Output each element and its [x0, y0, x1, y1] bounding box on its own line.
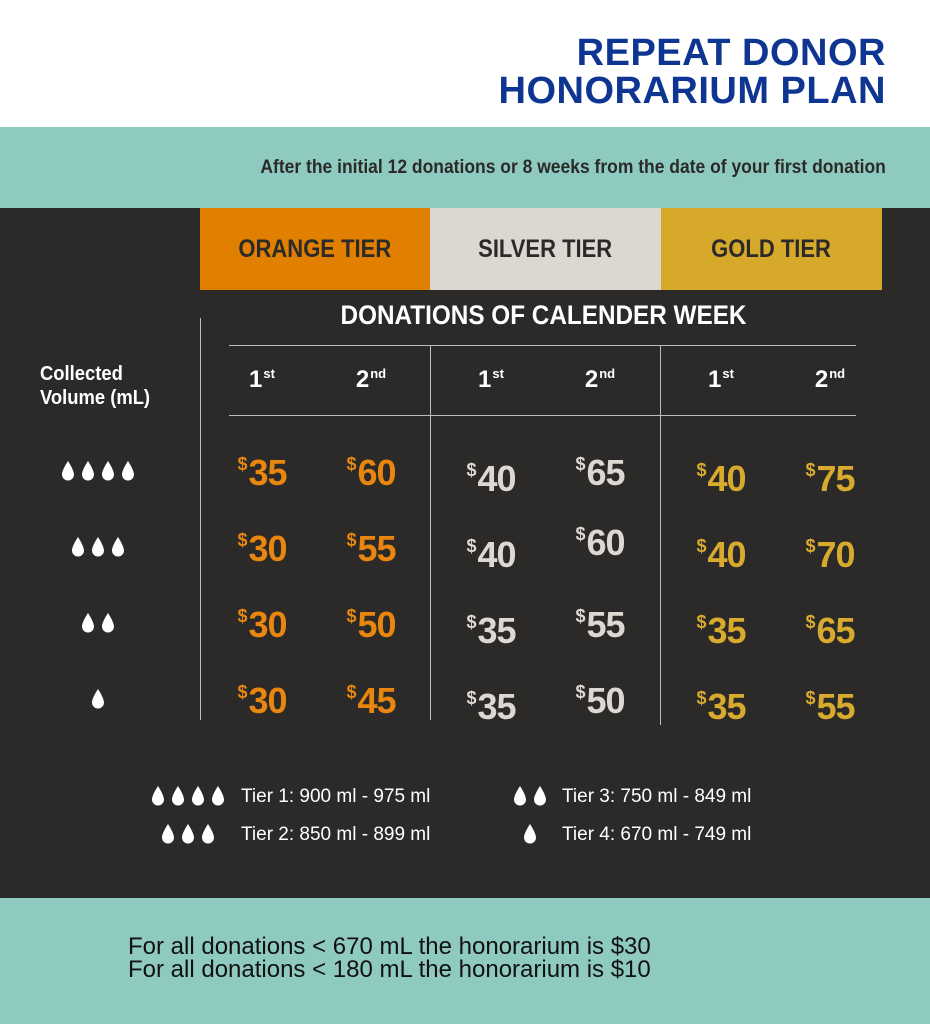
price-cell	[321, 452, 421, 494]
price-value: 30	[248, 680, 287, 721]
volume-label-line-2: Volume (mL)	[40, 387, 151, 409]
price-cell	[212, 680, 312, 722]
price-cell	[780, 610, 880, 652]
week-ordinal	[461, 366, 521, 394]
water-drop-icon	[90, 536, 106, 558]
currency-symbol: $	[575, 606, 586, 626]
price-cell	[321, 604, 421, 646]
currency-symbol: $	[346, 682, 357, 702]
price-cell	[212, 604, 312, 646]
ordinal-number: 1	[249, 366, 263, 393]
week-ordinal	[232, 366, 292, 394]
price-value: 35	[477, 686, 516, 727]
tier-header-orange	[200, 208, 430, 290]
footer-note-1: For all donations < 670 mL the honorarium is $30	[128, 933, 651, 960]
week-header-label: DONATIONS OF CALENDER WEEK	[340, 300, 746, 330]
page-title	[499, 34, 886, 110]
water-drop-icon	[100, 460, 116, 482]
price-value: 40	[707, 458, 746, 499]
title-line-1: REPEAT DONOR	[576, 32, 886, 74]
water-drop-icon	[100, 612, 116, 634]
price-value: 70	[816, 534, 855, 575]
legend-text: Tier 4: 670 ml - 749 ml	[562, 824, 752, 845]
price-value: 35	[707, 610, 746, 651]
price-cell	[671, 686, 771, 728]
currency-symbol: $	[575, 454, 586, 474]
divider-top	[229, 345, 856, 346]
price-value: 40	[477, 458, 516, 499]
currency-symbol: $	[237, 606, 248, 626]
week-ordinal	[691, 366, 751, 394]
price-cell	[671, 534, 771, 576]
ordinal-suffix: st	[263, 366, 275, 381]
price-cell	[780, 534, 880, 576]
week-ordinal	[570, 366, 630, 394]
currency-symbol: $	[805, 612, 816, 632]
divider-orange-silver	[430, 345, 431, 720]
ordinal-suffix: st	[492, 366, 504, 381]
divider-left	[200, 318, 201, 720]
price-cell	[671, 458, 771, 500]
price-value: 30	[248, 604, 287, 645]
price-value: 45	[357, 680, 396, 721]
legend-drops	[510, 785, 550, 809]
currency-symbol: $	[805, 688, 816, 708]
price-value: 40	[707, 534, 746, 575]
price-cell	[550, 680, 650, 722]
price-value: 65	[586, 452, 625, 493]
ordinal-number: 2	[584, 366, 599, 393]
subtitle: After the initial 12 donations or 8 weeks from the date of your first donation	[260, 157, 886, 178]
water-drop-icon	[170, 785, 186, 807]
tier-label: GOLD TIER	[711, 234, 832, 263]
tier-header-gold	[661, 208, 882, 290]
currency-symbol: $	[575, 682, 586, 702]
water-drop-icon	[190, 785, 206, 807]
currency-symbol: $	[575, 524, 586, 544]
legend-drops	[148, 785, 228, 809]
currency-symbol: $	[346, 454, 357, 474]
price-cell	[321, 680, 421, 722]
price-cell	[441, 458, 541, 500]
currency-symbol: $	[237, 454, 248, 474]
currency-symbol: $	[696, 536, 707, 556]
price-value: 40	[477, 534, 516, 575]
water-drop-icon	[512, 785, 528, 807]
price-cell	[780, 458, 880, 500]
currency-symbol: $	[805, 460, 816, 480]
ordinal-number: 1	[478, 366, 492, 393]
water-drop-icon	[70, 536, 86, 558]
legend-text: Tier 1: 900 ml - 975 ml	[241, 786, 431, 807]
price-value: 75	[816, 458, 855, 499]
ordinal-number: 1	[708, 366, 722, 393]
price-cell	[550, 452, 650, 494]
legend-drops	[520, 823, 540, 847]
price-value: 55	[816, 686, 855, 727]
ordinal-suffix: nd	[599, 366, 616, 381]
currency-symbol: $	[466, 460, 477, 480]
price-cell	[780, 686, 880, 728]
water-drop-icon	[160, 823, 176, 845]
price-cell	[321, 528, 421, 570]
currency-symbol: $	[696, 612, 707, 632]
price-value: 50	[357, 604, 396, 645]
price-cell	[550, 604, 650, 646]
currency-symbol: $	[466, 536, 477, 556]
week-ordinal	[341, 366, 401, 394]
ordinal-suffix: st	[722, 366, 734, 381]
volume-drops	[38, 536, 158, 562]
tier-label: SILVER TIER	[478, 234, 613, 263]
water-drop-icon	[200, 823, 216, 845]
price-cell	[212, 452, 312, 494]
price-value: 35	[707, 686, 746, 727]
divider-header	[229, 415, 856, 416]
currency-symbol: $	[237, 530, 248, 550]
price-value: 60	[357, 452, 396, 493]
water-drop-icon	[110, 536, 126, 558]
currency-symbol: $	[466, 688, 477, 708]
currency-symbol: $	[346, 606, 357, 626]
price-cell	[441, 610, 541, 652]
price-cell	[441, 686, 541, 728]
week-ordinal	[800, 366, 860, 394]
currency-symbol: $	[696, 688, 707, 708]
price-cell	[441, 534, 541, 576]
price-cell	[671, 610, 771, 652]
water-drop-icon	[120, 460, 136, 482]
footer-note-2: For all donations < 180 mL the honorarium is $10	[128, 956, 651, 983]
price-value: 50	[586, 680, 625, 721]
legend-drops	[158, 823, 218, 847]
price-value: 55	[357, 528, 396, 569]
water-drop-icon	[522, 823, 538, 845]
currency-symbol: $	[237, 682, 248, 702]
legend-text: Tier 2: 850 ml - 899 ml	[241, 824, 431, 845]
volume-drops	[38, 612, 158, 638]
price-value: 60	[586, 522, 625, 563]
water-drop-icon	[210, 785, 226, 807]
currency-symbol: $	[696, 460, 707, 480]
tier-label: ORANGE TIER	[238, 234, 392, 263]
volume-label-line-1: Collected	[40, 363, 123, 385]
price-value: 35	[248, 452, 287, 493]
tier-header-silver	[430, 208, 661, 290]
ordinal-number: 2	[814, 366, 829, 393]
water-drop-icon	[90, 688, 106, 710]
price-cell	[212, 528, 312, 570]
ordinal-number: 2	[355, 366, 370, 393]
volume-drops	[38, 460, 158, 486]
price-value: 65	[816, 610, 855, 651]
price-value: 30	[248, 528, 287, 569]
water-drop-icon	[60, 460, 76, 482]
divider-silver-gold	[660, 345, 661, 725]
currency-symbol: $	[805, 536, 816, 556]
water-drop-icon	[532, 785, 548, 807]
ordinal-suffix: nd	[829, 366, 846, 381]
price-value: 55	[586, 604, 625, 645]
ordinal-suffix: nd	[370, 366, 387, 381]
currency-symbol: $	[466, 612, 477, 632]
water-drop-icon	[180, 823, 196, 845]
water-drop-icon	[80, 460, 96, 482]
water-drop-icon	[150, 785, 166, 807]
week-header	[230, 300, 856, 331]
collected-volume-label	[40, 362, 150, 410]
title-line-2: HONORARIUM PLAN	[498, 70, 886, 112]
price-value: 35	[477, 610, 516, 651]
price-cell	[550, 522, 650, 564]
water-drop-icon	[80, 612, 96, 634]
currency-symbol: $	[346, 530, 357, 550]
legend-text: Tier 3: 750 ml - 849 ml	[562, 786, 752, 807]
volume-drops	[38, 688, 158, 714]
